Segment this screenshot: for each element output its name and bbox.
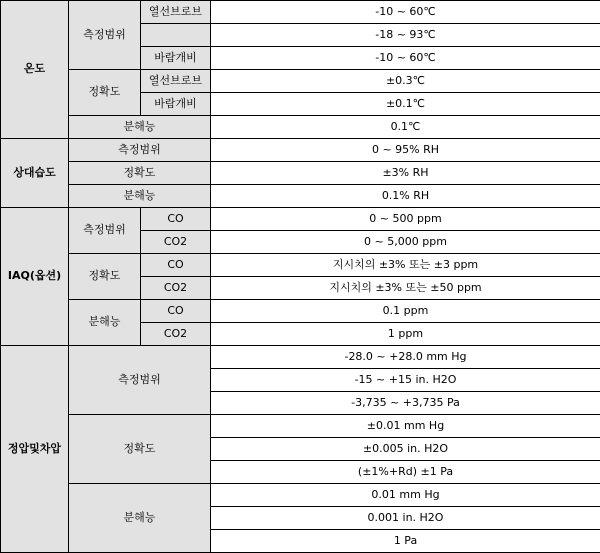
value-cell: 지시치의 ±3% 또는 ±50 ppm xyxy=(211,277,600,300)
value-cell: 0 ~ 95% RH xyxy=(211,139,600,162)
value-cell: 0.1% RH xyxy=(211,185,600,208)
table-row xyxy=(1,185,600,208)
subcategory-cell: 분해능 xyxy=(69,185,211,208)
table-row xyxy=(1,70,600,93)
sensor-cell: CO xyxy=(141,208,211,231)
subcategory-cell: 분해능 xyxy=(69,484,211,553)
value-cell: -10 ~ 60℃ xyxy=(211,47,600,70)
value-cell: -15 ~ +15 in. H2O xyxy=(211,369,600,392)
table-row xyxy=(1,116,600,139)
value-cell: 0.001 in. H2O xyxy=(211,507,600,530)
value-cell: ±0.1℃ xyxy=(211,93,600,116)
sensor-cell: 바람개비 xyxy=(141,93,211,116)
table-row xyxy=(1,346,600,369)
subcategory-cell: 정확도 xyxy=(69,415,211,484)
table-row xyxy=(1,139,600,162)
sensor-cell: CO2 xyxy=(141,323,211,346)
value-cell: 1 Pa xyxy=(211,530,600,553)
table-row xyxy=(1,208,600,231)
value-cell: ±0.3℃ xyxy=(211,70,600,93)
table-row xyxy=(1,484,600,507)
sensor-cell: CO2 xyxy=(141,277,211,300)
subcategory-cell: 분해능 xyxy=(69,300,141,346)
table-row xyxy=(1,162,600,185)
value-cell: -10 ~ 60℃ xyxy=(211,1,600,24)
subcategory-cell: 정확도 xyxy=(69,162,211,185)
value-cell: 1 ppm xyxy=(211,323,600,346)
value-cell: 0.1 ppm xyxy=(211,300,600,323)
value-cell: ±3% RH xyxy=(211,162,600,185)
sensor-cell: 열선브로브 xyxy=(141,1,211,24)
subcategory-cell: 측정범위 xyxy=(69,346,211,415)
value-cell: ±0.005 in. H2O xyxy=(211,438,600,461)
value-cell: 0 ~ 500 ppm xyxy=(211,208,600,231)
value-cell: -18 ~ 93℃ xyxy=(211,24,600,47)
subcategory-cell: 정확도 xyxy=(69,70,141,116)
table-row xyxy=(1,415,600,438)
value-cell: 지시치의 ±3% 또는 ±3 ppm xyxy=(211,254,600,277)
subcategory-cell: 측정범위 xyxy=(69,139,211,162)
subcategory-cell: 측정범위 xyxy=(69,1,141,70)
value-cell: 0.01 mm Hg xyxy=(211,484,600,507)
category-cell: IAQ(옵션) xyxy=(1,208,69,346)
subcategory-cell: 정확도 xyxy=(69,254,141,300)
sensor-cell xyxy=(141,24,211,47)
value-cell: -3,735 ~ +3,735 Pa xyxy=(211,392,600,415)
specification-table-body xyxy=(1,1,600,553)
subcategory-cell: 분해능 xyxy=(69,116,211,139)
sensor-cell: 바람개비 xyxy=(141,47,211,70)
sensor-cell: 열선브로브 xyxy=(141,70,211,93)
value-cell: ±0.01 mm Hg xyxy=(211,415,600,438)
category-cell: 상대습도 xyxy=(1,139,69,208)
sensor-cell: CO2 xyxy=(141,231,211,254)
table-row xyxy=(1,1,600,24)
value-cell: (±1%+Rd) ±1 Pa xyxy=(211,461,600,484)
value-cell: 0 ~ 5,000 ppm xyxy=(211,231,600,254)
sensor-cell: CO xyxy=(141,254,211,277)
value-cell: 0.1℃ xyxy=(211,116,600,139)
table-row xyxy=(1,254,600,277)
table-row xyxy=(1,300,600,323)
sensor-cell: CO xyxy=(141,300,211,323)
subcategory-cell: 측정범위 xyxy=(69,208,141,254)
category-cell: 정압및차압 xyxy=(1,346,69,553)
category-cell: 온도 xyxy=(1,1,69,139)
value-cell: -28.0 ~ +28.0 mm Hg xyxy=(211,346,600,369)
